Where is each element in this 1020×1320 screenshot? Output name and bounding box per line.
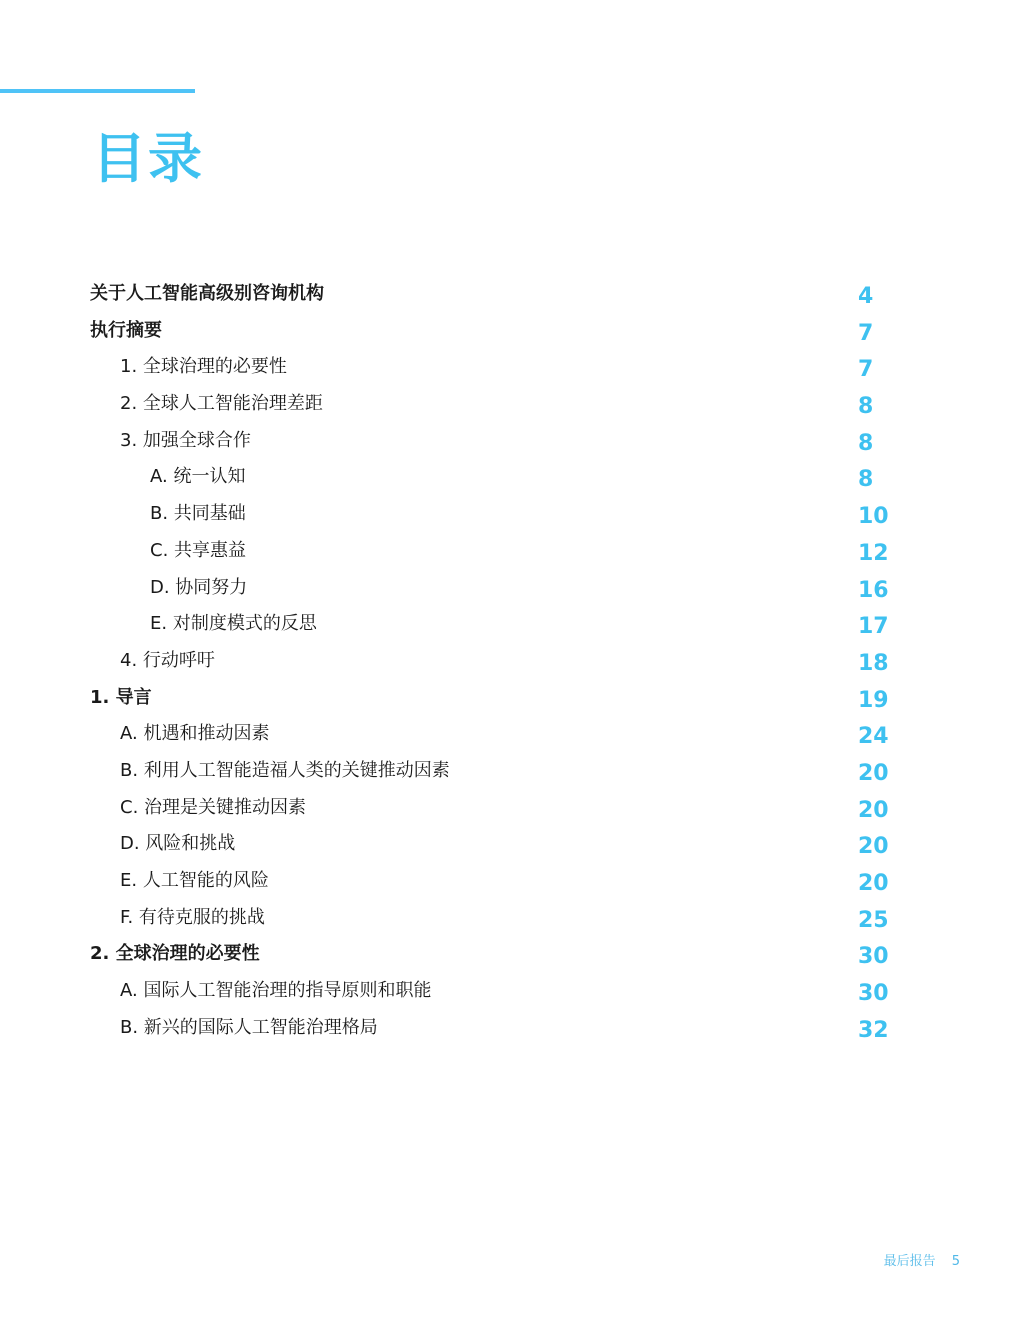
toc-entry-label: A. 统一认知 (150, 466, 246, 488)
page-title: 目录 (92, 127, 204, 190)
toc-entry-page-number: 30 (858, 981, 889, 1007)
toc-entry[interactable] (0, 387, 1020, 424)
toc-entry-label: 执行摘要 (90, 319, 162, 341)
toc-entry-label: F. 有待克服的挑战 (120, 906, 265, 928)
toc-entry-label: 2. 全球人工智能治理差距 (120, 393, 323, 415)
toc-entry-label: A. 国际人工智能治理的指导原则和职能 (120, 980, 432, 1002)
toc-entry[interactable] (0, 350, 1020, 387)
toc-entry-page-number: 17 (858, 614, 889, 640)
toc-entry[interactable] (0, 534, 1020, 571)
toc-entry-page-number: 20 (858, 834, 889, 860)
toc-entry-page-number: 12 (858, 540, 889, 566)
toc-entry-label: 1. 全球治理的必要性 (120, 356, 287, 378)
toc-entry-label: B. 利用人工智能造福人类的关键推动因素 (120, 759, 450, 781)
toc-entry-page-number: 19 (858, 687, 889, 713)
toc-entry-label: E. 对制度模式的反思 (150, 613, 317, 635)
toc-entry-page-number: 20 (858, 797, 889, 823)
toc-entry-page-number: 20 (858, 871, 889, 896)
toc-entry[interactable] (0, 277, 1020, 314)
toc-entry-label: 2. 全球治理的必要性 (90, 943, 260, 965)
toc-entry-page-number: 18 (858, 650, 889, 676)
toc-entry[interactable] (0, 974, 1020, 1011)
toc-entry-page-number: 8 (858, 394, 874, 420)
toc-entry-label: C. 共享惠益 (150, 539, 247, 561)
toc-entry[interactable] (0, 607, 1020, 644)
toc-entry-page-number: 16 (858, 577, 889, 603)
toc-entry-label: 1. 导言 (90, 686, 152, 708)
toc-entry-label: B. 新兴的国际人工智能治理格局 (120, 1016, 378, 1038)
toc-entry[interactable] (0, 827, 1020, 864)
toc-entry-label: 关于人工智能高级别咨询机构 (90, 283, 324, 304)
toc-entry-page-number: 8 (858, 430, 874, 456)
toc-entry-label: B. 共同基础 (150, 503, 246, 525)
toc-entry[interactable] (0, 644, 1020, 681)
footer-report-label: 最后报告 (883, 1254, 936, 1269)
toc-entry[interactable] (0, 497, 1020, 534)
toc-entry-label: C. 治理是关键推动因素 (120, 796, 307, 818)
toc-entry-page-number: 30 (858, 944, 889, 970)
toc-entry[interactable] (0, 314, 1020, 351)
toc-entry[interactable] (0, 424, 1020, 461)
toc-entry[interactable] (0, 717, 1020, 754)
toc-entry-page-number: 24 (858, 724, 889, 750)
toc-entry-label: 3. 加强全球合作 (120, 429, 251, 451)
toc-entry[interactable] (0, 681, 1020, 718)
toc-entry-page-number: 10 (858, 504, 889, 530)
page-footer (884, 1253, 960, 1271)
toc-entry[interactable] (0, 460, 1020, 497)
toc-entry-label: E. 人工智能的风险 (120, 870, 269, 891)
toc-entry-page-number: 7 (858, 320, 874, 346)
toc-entry[interactable] (0, 937, 1020, 974)
toc-entry-label: D. 协同努力 (150, 576, 248, 598)
toc-entry[interactable] (0, 791, 1020, 828)
toc-entry[interactable] (0, 901, 1020, 938)
toc-entry[interactable] (0, 571, 1020, 608)
toc-entry-page-number: 32 (858, 1017, 889, 1043)
toc-entry-page-number: 4 (858, 284, 874, 309)
table-of-contents (0, 277, 1020, 1047)
toc-entry-page-number: 7 (858, 357, 874, 383)
toc-entry[interactable] (0, 1011, 1020, 1048)
toc-entry[interactable] (0, 754, 1020, 791)
toc-entry-label: 4. 行动呼吁 (120, 649, 215, 671)
toc-entry-page-number: 25 (858, 907, 889, 933)
toc-entry[interactable] (0, 864, 1020, 901)
footer-page-number: 5 (951, 1254, 960, 1269)
toc-entry-label: A. 机遇和推动因素 (120, 723, 270, 745)
toc-entry-page-number: 8 (858, 467, 874, 493)
toc-entry-label: D. 风险和挑战 (120, 833, 236, 855)
toc-entry-page-number: 20 (858, 760, 889, 786)
top-accent-rule (0, 89, 195, 93)
